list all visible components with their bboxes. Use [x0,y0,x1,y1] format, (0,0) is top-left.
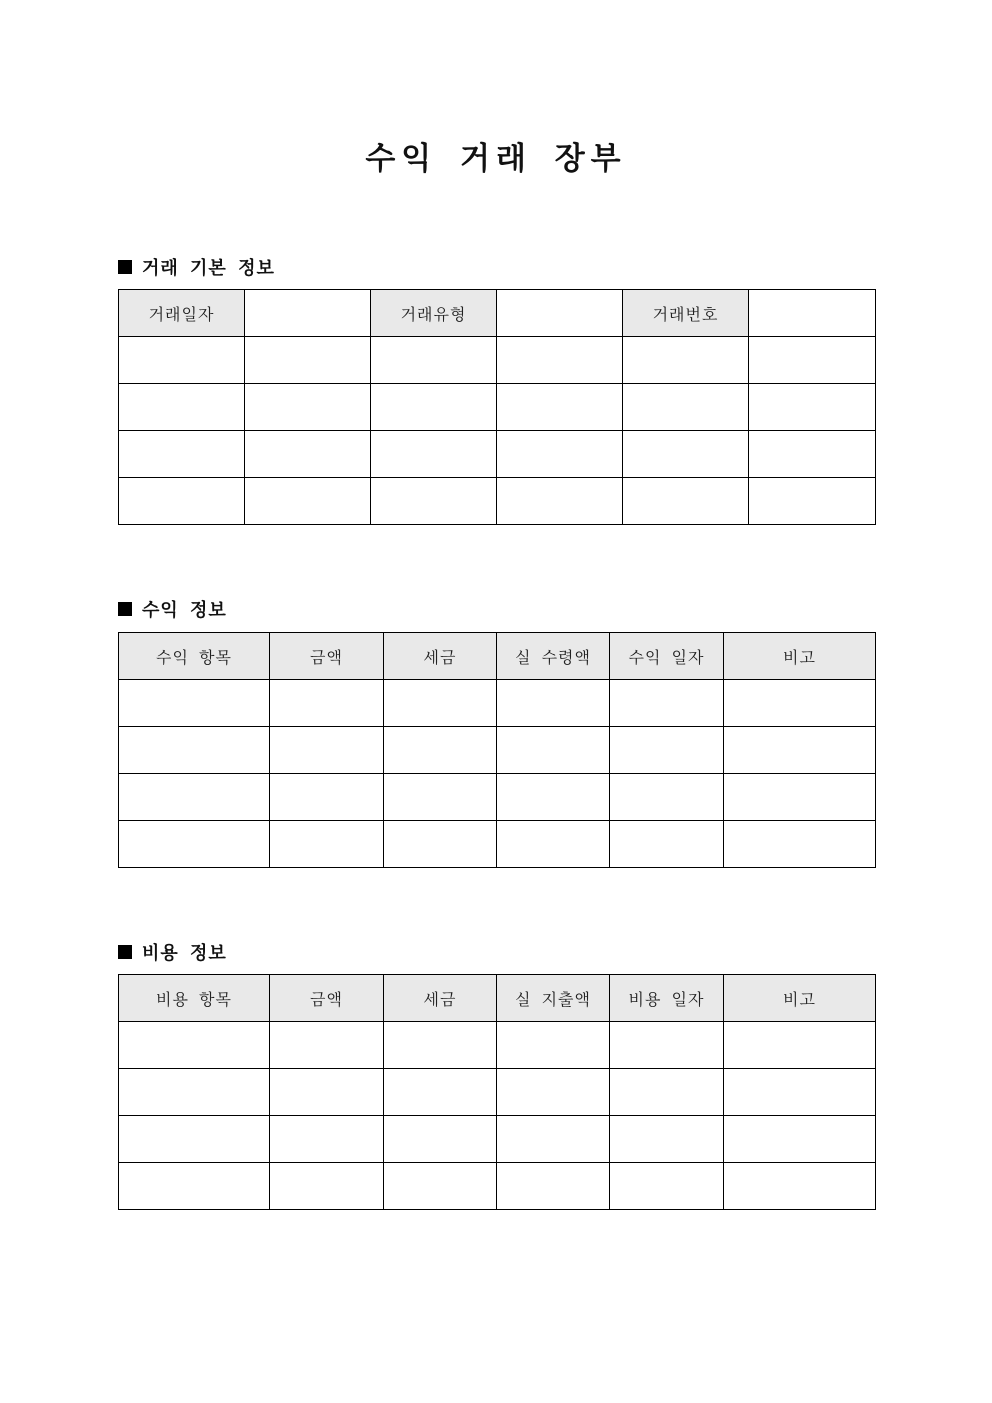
table-row [119,431,876,478]
table-cell[interactable] [610,774,724,821]
table-cell[interactable] [610,1116,724,1163]
table-cell[interactable] [623,384,749,431]
table-cell[interactable] [384,680,497,727]
transaction-number-value-cell[interactable] [749,290,876,337]
table-cell[interactable] [749,337,876,384]
table-cell[interactable] [270,1163,384,1210]
basic-info-table [118,289,876,525]
column-header [270,633,384,680]
table-cell[interactable] [749,384,876,431]
square-bullet-icon [118,602,132,616]
table-cell[interactable] [119,337,245,384]
table-cell[interactable] [119,727,270,774]
column-header-label: 실 지출액 [515,989,591,1009]
income-info-heading-text: 수익 정보 [142,600,227,621]
table-cell[interactable] [119,1163,270,1210]
table-cell[interactable] [724,821,876,868]
table-cell[interactable] [610,1069,724,1116]
transaction-type-label: 거래유형 [400,304,467,324]
column-header [270,975,384,1022]
column-header-label: 비고 [783,989,816,1009]
table-cell[interactable] [270,1069,384,1116]
column-header [384,633,497,680]
table-cell[interactable] [623,431,749,478]
table-cell[interactable] [119,384,245,431]
table-cell[interactable] [497,1163,610,1210]
square-bullet-icon [118,260,132,274]
table-cell[interactable] [497,727,610,774]
column-header-label: 비용 항목 [156,989,232,1009]
table-cell[interactable] [749,478,876,525]
table-cell[interactable] [384,1022,497,1069]
table-cell[interactable] [384,1069,497,1116]
income-info-table [118,632,876,868]
table-header-row [119,975,876,1022]
table-cell[interactable] [749,431,876,478]
column-header [610,975,724,1022]
table-cell[interactable] [119,1022,270,1069]
table-cell[interactable] [119,821,270,868]
table-cell[interactable] [119,680,270,727]
expense-info-heading-text: 비용 정보 [142,943,227,964]
table-cell[interactable] [270,1022,384,1069]
table-cell[interactable] [497,1116,610,1163]
table-cell[interactable] [497,431,623,478]
table-cell[interactable] [270,774,384,821]
table-cell[interactable] [245,431,371,478]
table-cell[interactable] [245,337,371,384]
table-cell[interactable] [371,337,497,384]
table-cell[interactable] [270,821,384,868]
table-cell[interactable] [119,1116,270,1163]
table-row [119,1163,876,1210]
column-header-label: 세금 [423,647,457,667]
column-header [497,975,610,1022]
income-info-heading [118,596,227,622]
table-cell[interactable] [497,821,610,868]
table-cell[interactable] [119,774,270,821]
table-cell[interactable] [384,774,497,821]
column-header-label: 수익 일자 [628,647,705,667]
table-cell[interactable] [384,1116,497,1163]
transaction-number-label: 거래번호 [652,304,719,324]
column-header [724,975,876,1022]
table-row [119,1069,876,1116]
table-cell[interactable] [724,680,876,727]
table-cell[interactable] [610,680,724,727]
table-cell[interactable] [270,680,384,727]
transaction-type-value-cell[interactable] [497,290,623,337]
table-cell[interactable] [270,727,384,774]
table-cell[interactable] [497,1069,610,1116]
table-cell[interactable] [119,478,245,525]
column-header [724,633,876,680]
transaction-type-label-cell [371,290,497,337]
table-cell[interactable] [497,1022,610,1069]
column-header-label: 금액 [310,647,343,667]
table-cell[interactable] [497,384,623,431]
column-header-label: 세금 [423,989,457,1009]
column-header-label: 비고 [783,647,816,667]
table-cell[interactable] [610,1163,724,1210]
table-cell[interactable] [245,478,371,525]
expense-info-table [118,974,876,1210]
table-row [119,727,876,774]
table-cell[interactable] [610,821,724,868]
table-cell[interactable] [270,1116,384,1163]
column-header [384,975,497,1022]
column-header-label: 금액 [310,989,343,1009]
table-cell[interactable] [724,1022,876,1069]
table-cell[interactable] [724,727,876,774]
table-cell[interactable] [384,1163,497,1210]
table-row [119,478,876,525]
table-cell[interactable] [371,478,497,525]
table-row [119,774,876,821]
table-cell[interactable] [119,1069,270,1116]
table-row [119,1116,876,1163]
document-title: 수익 거래 장부 [365,141,627,177]
table-cell[interactable] [497,337,623,384]
table-row [119,1022,876,1069]
table-cell[interactable] [384,821,497,868]
table-cell[interactable] [623,478,749,525]
transaction-date-label-cell [119,290,245,337]
basic-info-heading [118,254,275,280]
table-row [119,337,876,384]
column-header [119,975,270,1022]
column-header-label: 실 수령액 [515,647,591,667]
table-row [119,821,876,868]
expense-info-heading [118,939,227,965]
table-row [119,290,876,337]
table-cell[interactable] [497,478,623,525]
table-cell[interactable] [724,1069,876,1116]
table-cell[interactable] [724,1163,876,1210]
transaction-number-label-cell [623,290,749,337]
transaction-date-label: 거래일자 [148,304,215,324]
table-row [119,680,876,727]
table-cell[interactable] [497,680,610,727]
basic-info-heading-text: 거래 기본 정보 [142,258,275,279]
table-cell[interactable] [610,727,724,774]
table-cell[interactable] [724,774,876,821]
column-header [610,633,724,680]
table-cell[interactable] [245,384,371,431]
table-cell[interactable] [119,431,245,478]
table-cell[interactable] [371,431,497,478]
column-header [497,633,610,680]
table-cell[interactable] [497,774,610,821]
square-bullet-icon [118,945,132,959]
table-cell[interactable] [371,384,497,431]
table-cell[interactable] [724,1116,876,1163]
table-row [119,384,876,431]
table-cell[interactable] [384,727,497,774]
table-cell[interactable] [610,1022,724,1069]
table-cell[interactable] [623,337,749,384]
column-header-label: 비용 일자 [628,989,705,1009]
column-header-label: 수익 항목 [156,647,232,667]
transaction-date-value-cell[interactable] [245,290,371,337]
column-header [119,633,270,680]
table-header-row [119,633,876,680]
